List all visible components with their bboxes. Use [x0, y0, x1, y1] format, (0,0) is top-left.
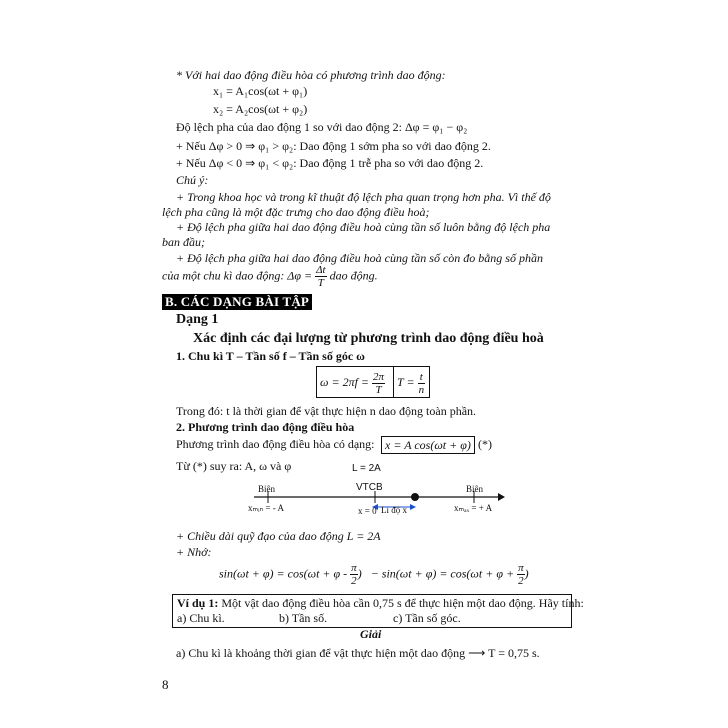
section-heading: B. CÁC DẠNG BÀI TẬP [162, 294, 312, 310]
object-dot [411, 493, 419, 501]
displacement-arrowhead-right [410, 504, 416, 510]
page-number: 8 [162, 677, 169, 692]
derive-line: Từ (*) suy ra: A, ω và φ [176, 459, 292, 473]
frac-num: 2π [373, 370, 385, 383]
xmin-label: xₘᵢₙ = - A [248, 503, 284, 513]
intro-line-1: * Với hai dao động điều hòa có phương trình dao động: [176, 68, 446, 82]
bien-left-label: Biên [258, 484, 275, 494]
frac-num: π [351, 562, 357, 574]
frac-den: T [375, 383, 382, 396]
note-2a: + Độ lệch pha giữa hai dao động điều hoà cùng tần số luôn bằng độ lệch pha [176, 220, 551, 234]
rule-negative: + Nếu Δφ < 0 ⇒ φ₁ < φ₂: Dao động 1 trễ pha so với dao động 2. [176, 156, 484, 170]
bien-right-label: Biên [466, 484, 483, 494]
note-3b [162, 264, 378, 289]
dang-label: Dạng 1 [176, 312, 219, 327]
example-b: b) Tần số. [279, 611, 328, 625]
equation-x1: x₁ = A₁cos(ωt + φ₁) [213, 84, 308, 98]
frac-den: 2 [518, 575, 524, 587]
note-3b-suffix: dao động. [329, 268, 378, 283]
vtcb-label: VTCB [356, 482, 383, 493]
xmax-label: xₘₐₓ = + A [454, 503, 493, 513]
example-line [177, 596, 584, 611]
formula-omega-box [316, 366, 394, 398]
identity-1-prefix: sin(ωt + φ) = cos(ωt + φ - [219, 566, 348, 581]
frac-num: π [518, 562, 524, 574]
formula-period-prefix: T = [397, 375, 415, 389]
phase-difference-line: Độ lệch pha của dao động 1 so với dao động 2: Δφ = φ₁ − φ₂ [176, 120, 468, 134]
frac-num: t [418, 371, 426, 384]
part-1-heading: 1. Chu kì T – Tần số f – Tần số góc ω [176, 349, 365, 363]
note-2b: ban đầu; [162, 235, 205, 249]
note-3a: + Độ lệch pha giữa hai dao động điều hoà cùng tần số còn đo bằng số phần [176, 251, 543, 265]
lido-label: Li độ x [381, 505, 407, 515]
trig-identities [219, 562, 529, 587]
example-text: Một vật dao động điều hòa cần 0,75 s để thực hiện một dao động. Hãy tính: [221, 596, 584, 610]
solution-heading: Giải [360, 627, 382, 641]
note-3b-prefix: của một chu kì dao động: Δφ = [162, 268, 313, 283]
example-c: c) Tần số góc. [393, 611, 461, 625]
note-label: Chú ý: [176, 173, 209, 187]
formula-period-box [393, 366, 430, 398]
length-line: + Chiều dài quỹ đạo của dao động L = 2A [176, 529, 381, 543]
part-2-heading: 2. Phương trình dao động điều hòa [176, 420, 355, 434]
identity-2-suffix: ) [524, 566, 529, 581]
remember-label: + Nhớ: [176, 545, 212, 559]
frac-den: T [317, 277, 324, 289]
axis-arrowhead [498, 493, 505, 501]
equation-star: (*) [478, 437, 492, 451]
example-box [172, 594, 584, 628]
frac-den: n [418, 383, 425, 396]
fraction-2pi-over-T [372, 371, 385, 396]
formula-omega-prefix: ω = 2πf = [320, 375, 370, 389]
note-1b: lệch pha cũng là một đặc trưng cho dao động điều hoà; [162, 205, 430, 219]
x0-label: x = 0 [358, 506, 377, 516]
equation-x2: x₂ = A₂cos(ωt + φ₂) [213, 102, 308, 116]
equation-box: x = A cos(ωt + φ) [381, 436, 475, 454]
rule-positive: + Nếu Δφ > 0 ⇒ φ₁ > φ₂: Dao động 1 sớm pha so với dao động 2. [176, 139, 491, 153]
answer-line: a) Chu kì là khoảng thời gian để vật thực hiện một dao động ⟶ T = 0,75 s. [176, 646, 540, 660]
identity-1-suffix: ) [357, 566, 362, 581]
fraction-pi-over-2-a [350, 562, 358, 587]
fraction-pi-over-2-b [517, 562, 525, 587]
fraction-t-over-n [418, 371, 426, 396]
identity-2-prefix: − sin(ωt + φ) = cos(ωt + φ + [370, 566, 515, 581]
frac-num: Δt [316, 264, 326, 276]
frac-den: 2 [351, 575, 357, 587]
note-1a: + Trong khoa học và trong kĩ thuật độ lệch pha quan trọng hơn pha. Vì thế độ [176, 190, 551, 204]
example-title: Ví dụ 1: [177, 596, 219, 610]
fraction-dt-over-T [315, 264, 327, 289]
where-line: Trong đó: t là thời gian để vật thực hiện n dao động toàn phần. [176, 404, 477, 418]
equation-form-line: Phương trình dao động điều hòa có dạng: [176, 437, 375, 451]
dang-title: Xác định các đại lượng từ phương trình dao động điều hoà [193, 331, 544, 346]
L-label: L = 2A [352, 463, 381, 474]
example-a: a) Chu kì. [177, 611, 225, 625]
